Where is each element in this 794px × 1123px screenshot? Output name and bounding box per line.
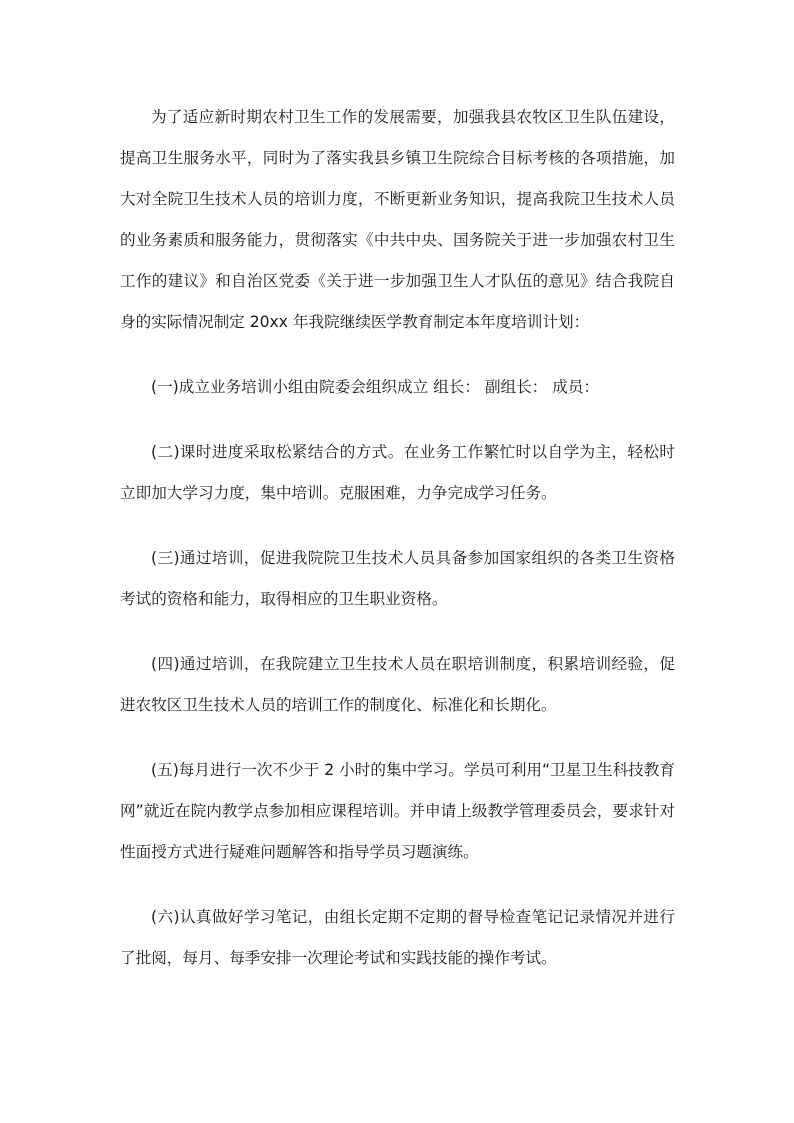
- item-6-paragraph: (六)认真做好学习笔记，由组长定期不定期的督导检查笔记记录情况并进行了批阅，每月、每季安排一次理论考试和实践技能的操作考试。: [120, 908, 675, 967]
- item-1-paragraph: (一)成立业务培训小组由院委会组织成立 组长： 副组长： 成员：: [151, 378, 600, 396]
- item-5-paragraph: (五)每月进行一次不少于 2 小时的集中学习。学员可利用“卫星卫生科技教育网”就近在院内教学点参加相应课程培训。并申请上级教学管理委员会，要求针对性面授方式进行疑难问题解答和指导学员习题演练。: [120, 761, 675, 861]
- item-2-paragraph: (二)课时进度采取松紧结合的方式。在业务工作繁忙时以自学为主，轻松时立即加大学习力度，集中培训。克服困难，力争完成学习任务。: [120, 443, 675, 502]
- intro-paragraph: 为了适应新时期农村卫生工作的发展需要，加强我县农牧区卫生队伍建设，提高卫生服务水平，同时为了落实我县乡镇卫生院综合目标考核的各项措施，加大对全院卫生技术人员的培训力度，不断更新业务知识，提高我院卫生技术人员的业务素质和服务能力，贯彻落实《中共中央、国务院关于进一步加强农村卫生工作的建议》和自治区党委《关于进一步加强卫生人才队伍的意见》结合我院自身的实际情况制定 20xx 年我院继续医学教育制定本年度培训计划：: [120, 108, 675, 331]
- item-3-paragraph: (三)通过培训，促进我院院卫生技术人员具备参加国家组织的各类卫生资格考试的资格和能力，取得相应的卫生职业资格。: [120, 549, 675, 608]
- document-body: [120, 97, 675, 1003]
- item-4-paragraph: (四)通过培训，在我院建立卫生技术人员在职培训制度，积累培训经验，促进农牧区卫生技术人员的培训工作的制度化、标准化和长期化。: [120, 655, 675, 714]
